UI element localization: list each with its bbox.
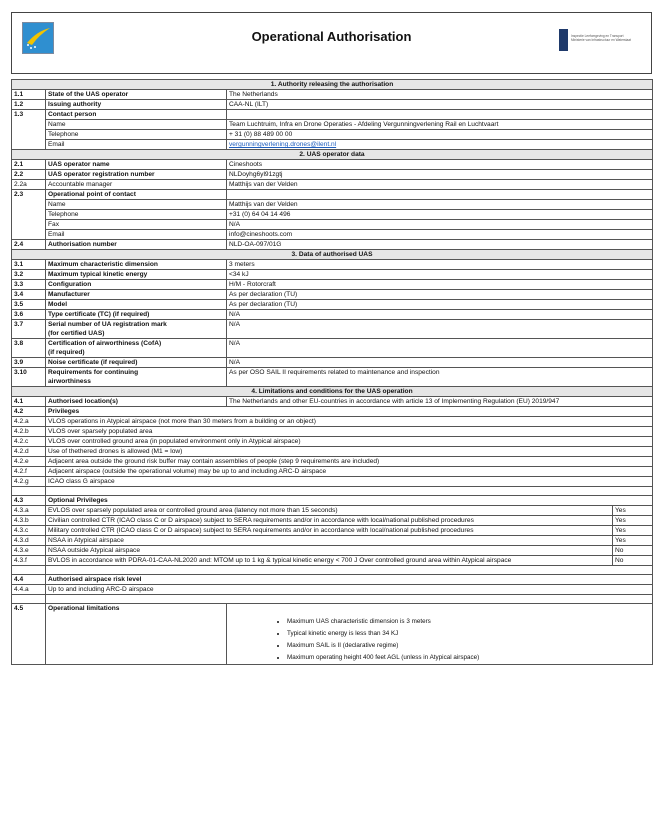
table-row: 3.4 Manufacturer As per declaration (TU)	[12, 290, 653, 300]
table-row: 3.7 Serial number of UA registration mark N/A	[12, 320, 653, 330]
list-item: 4.2.b VLOS over sparsely populated area	[12, 427, 653, 437]
table-row: 3.9 Noise certificate (if required) N/A	[12, 358, 653, 368]
document-title: Operational Authorisation	[251, 29, 412, 44]
list-item: 4.3.f BVLOS in accordance with PDRA-01-CAA-NL2020 and: MTOM up to 1 kg & typical kinetic energy < 700 J Over controlled ground area within Atypical airspace No	[12, 556, 653, 566]
section-title: 2. UAS operator data	[12, 150, 653, 160]
list-item: • Typical kinetic energy is less than 34 KJ	[287, 628, 650, 640]
table-row: 2.2 UAS operator registration number NLDoyhg6yl91zgtj	[12, 170, 653, 180]
list-item: 4.3.e NSAA outside Atypical airspace No	[12, 546, 653, 556]
list-item: 4.2.e Adjacent area outside the ground risk buffer may contain assemblies of people (step 9 requirements are included)	[12, 457, 653, 467]
table-row: 1.2 Issuing authority CAA-NL (ILT)	[12, 100, 653, 110]
table-row: 3.1 Maximum characteristic dimension 3 meters	[12, 260, 653, 270]
list-item: 4.2.d Use of thethered drones is allowed (M1 = low)	[12, 447, 653, 457]
privilege-value: Yes	[613, 506, 653, 516]
authorisation-table: 1. Authority releasing the authorisation 1.1 State of the UAS operator The Netherlands 1.2 Issuing authority CAA-NL (ILT) 1.3 Contact person Name Team Luchtruim, Infra en Drone Operaties - Afdeling Vergunningverlening Rail en Luchtvaart Telephone + 31 (0) 88 489 00 00 Email vergunningverlening.drones@ilent.nl 2. UAS operator data 2.1 UAS operator name Cineshoots 2.2 UAS operator registration number NLDoyhg6yl91zgtj 2.2a Accountable manager Matthijs van der Velden 2.3 Operational point of contact Name Matthijs van der Velden Telephone +31 (0) 64 04 14 496 Fax N/A Email info@cineshoots.com 2.4 Authorisation number NLD-OA-097/01G 3. Data of authorised UAS 3.1 Maximum characteristic dimension 3 meters 3.2 Maximum typical kinetic energy <34 kJ 3.3 Configuration H/M - Rotorcraft 3.4 Manufacturer As per declaration (TU) 3.5 Model As per declaration (TU) 3.6 Type certificate (TC) (if required) N/A 3.7 Serial number of UA registration mark N/A (for certified UAS) 3.8 Certification of airworthiness (CofA) N/A (if required) 3.9 Noise certificate (if required) N/A 3.10 Requirements for continuing As per OSO SAIL II requirements related to maintenance and inspection airworthiness 4. Limitations and conditions for the UAS operation 4.1 Authorised location(s) The Netherlands and other EU-countries in accordance with article 13 of Implementing Regulation (EU) 2019/947 4.2 Privileges 4.2.a VLOS operations in Atypical airspace (not more than 30 meters from a building or an object) 4.2.b VLOS over sparsely populated area 4.2.c VLOS over controlled ground area (in populated environment only in Atypical airspace) 4.2.d Use of thethered drones is allowed (M1 = low) 4.2.e Adjacent area outside the ground risk buffer may contain assemblies of people (step 9 requirements are included) 4.2.f Adjacent airspace (outside the operational volume) may be up to and including ARC-D airspace 4.2.g ICAO class G airspace 4.3 Optional Privileges 4.3.a EVLOS over sparsely populated area or controlled ground area (latency not more than 15 seconds) Yes 4.3.b Civilian controlled CTR (ICAO class C or D airspace) subject to SERA requirements and/or in accordance with local/national published procedures Yes 4.3.c Military controlled CTR (ICAO class C or D airspace) subject to SERA requirements and/or in accordance with local/national published procedures Yes 4.3.d NSAA in Atypical airspace Yes 4.3.e NSAA outside Atypical airspace No 4.3.f BVLOS in accordance with PDRA-01-CAA-NL2020 and: MTOM up to 1 kg & typical kinetic energy < 700 J Over controlled ground area within Atypical airspace No 4.4 Authorised airspace risk level 4.4.a Up to and including ARC-D airspace 4.5 Operational limitations • Maximum UAS characteristic dimension is 3 meters • Typical kinetic energy is less than 34 KJ • Maximum SAIL is II (declarative regime) • Maximum operating height 400 feet AGL (unless in Atypical airspace)	[11, 79, 653, 665]
table-row: 2.3 Operational point of contact	[12, 190, 653, 200]
operational-limitations-list	[277, 616, 650, 664]
privilege-value: Yes	[613, 536, 653, 546]
list-item: 4.2.c VLOS over controlled ground area (in populated environment only in Atypical airspace)	[12, 437, 653, 447]
table-row: 3.5 Model As per declaration (TU)	[12, 300, 653, 310]
crest-icon	[559, 29, 568, 51]
document-header	[11, 12, 652, 74]
list-item: 4.2.a VLOS operations in Atypical airspace (not more than 30 meters from a building or an object)	[12, 417, 653, 427]
section-title: 4. Limitations and conditions for the UAS operation	[12, 387, 653, 397]
list-item: 4.2.g ICAO class G airspace	[12, 477, 653, 487]
table-row: 2.4 Authorisation number NLD-OA-097/01G	[12, 240, 653, 250]
table-row: 4.1 Authorised location(s) The Netherlands and other EU-countries in accordance with article 13 of Implementing Regulation (EU) 2019/947	[12, 397, 653, 407]
section-title: 1. Authority releasing the authorisation	[12, 80, 653, 90]
table-row: 3.8 Certification of airworthiness (CofA) N/A	[12, 339, 653, 349]
list-item: 4.3.d NSAA in Atypical airspace Yes	[12, 536, 653, 546]
ministry-text: Inspectie Leefomgeving en Transport Ministerie van Infrastructuur en Waterstaat	[571, 34, 631, 42]
list-item: 4.3.a EVLOS over sparsely populated area or controlled ground area (latency not more than 15 seconds) Yes	[12, 506, 653, 516]
table-row: 2.2a Accountable manager Matthijs van der Velden	[12, 180, 653, 190]
list-item: 4.3.c Military controlled CTR (ICAO class C or D airspace) subject to SERA requirements and/or in accordance with local/national published procedures Yes	[12, 526, 653, 536]
table-row: 3.2 Maximum typical kinetic energy <34 kJ	[12, 270, 653, 280]
table-row: 3.10 Requirements for continuing As per OSO SAIL II requirements related to maintenance and inspection	[12, 368, 653, 378]
contact-email-link[interactable]: vergunningverlening.drones@ilent.nl	[229, 141, 337, 148]
list-item: • Maximum UAS characteristic dimension is 3 meters	[287, 616, 650, 628]
table-row: 3.3 Configuration H/M - Rotorcraft	[12, 280, 653, 290]
table-row: 1.3 Contact person	[12, 110, 653, 120]
ministry-logo	[559, 29, 641, 53]
list-item: 4.2.f Adjacent airspace (outside the operational volume) may be up to and including ARC-D airspace	[12, 467, 653, 477]
table-row: 1.1 State of the UAS operator The Netherlands	[12, 90, 653, 100]
privilege-value: No	[613, 556, 653, 566]
privilege-value: No	[613, 546, 653, 556]
table-row: 4.5 Operational limitations • Maximum UAS characteristic dimension is 3 meters • Typical kinetic energy is less than 34 KJ • Maximum SAIL is II (declarative regime) • Maximum operating height 400 feet AGL (unless in Atypical airspace)	[12, 604, 653, 665]
list-item: • Maximum operating height 400 feet AGL (unless in Atypical airspace)	[287, 652, 650, 664]
section-title: 3. Data of authorised UAS	[12, 250, 653, 260]
table-row: 2.1 UAS operator name Cineshoots	[12, 160, 653, 170]
privilege-value: Yes	[613, 516, 653, 526]
list-item: • Maximum SAIL is II (declarative regime)	[287, 640, 650, 652]
table-row: 3.6 Type certificate (TC) (if required) N/A	[12, 310, 653, 320]
list-item: 4.3.b Civilian controlled CTR (ICAO class C or D airspace) subject to SERA requirements and/or in accordance with local/national published procedures Yes	[12, 516, 653, 526]
privilege-value: Yes	[613, 526, 653, 536]
